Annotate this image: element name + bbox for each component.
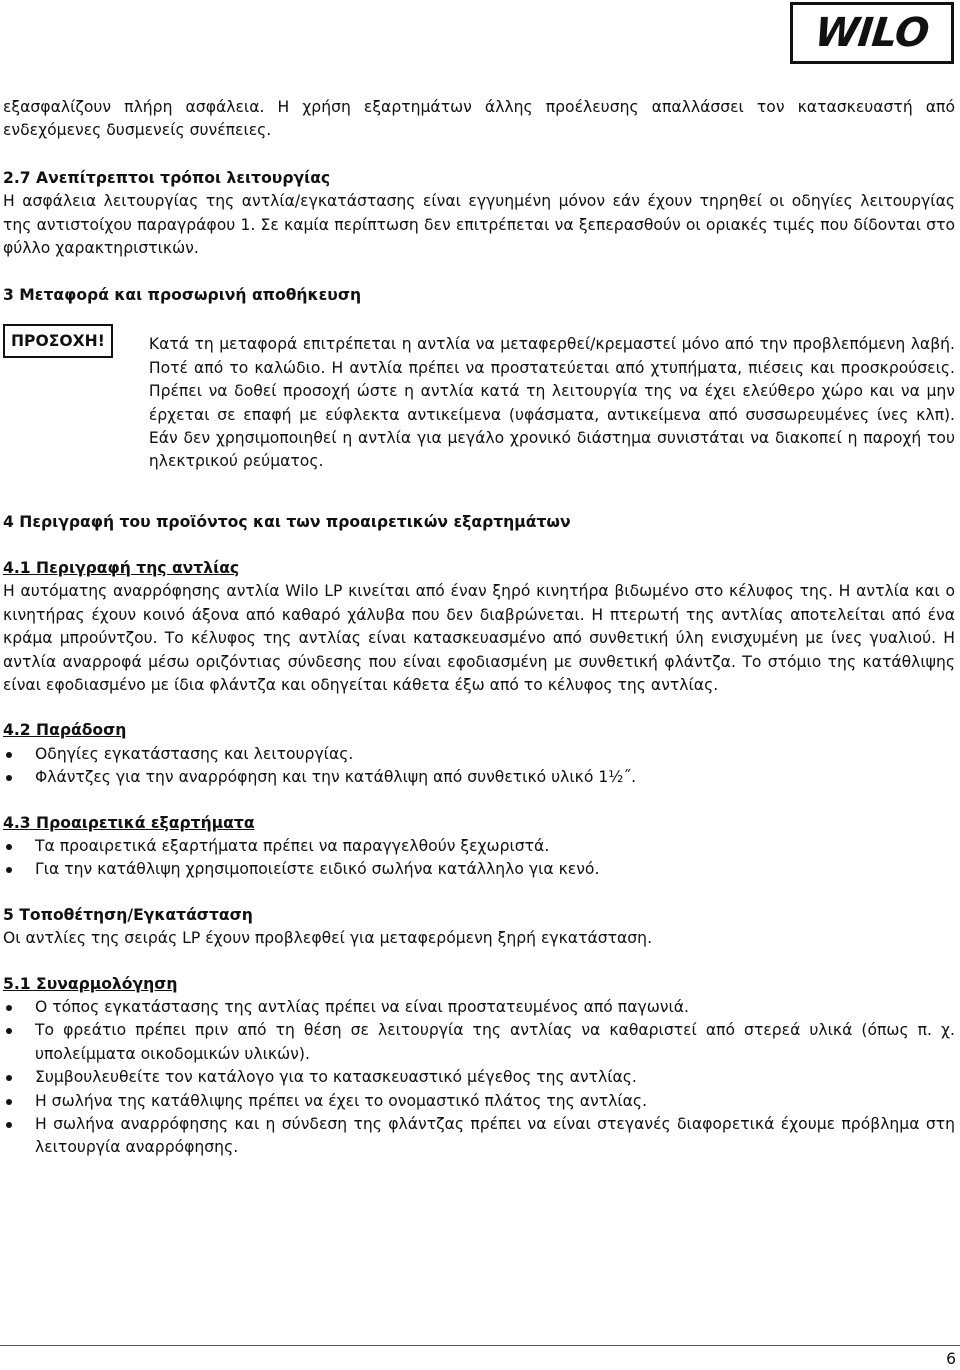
section-5-text: Οι αντλίες της σειράς LP έχουν προβλεφθεί για μεταφερόμενη ξηρή εγκατάσταση. bbox=[3, 929, 653, 948]
list-item: Το φρεάτιο πρέπει πριν από τη θέση σε λειτουργία της αντλίας να καθαριστεί από στερεά υλικά (όπως π. χ. υπολείμματα οικοδομικών υλικών). bbox=[3, 1019, 955, 1066]
list-item: Για την κατάθλιψη χρησιμοποιείστε ειδικό σωλήνα κατάλληλο για κενό. bbox=[3, 858, 955, 881]
assembly-list bbox=[3, 996, 955, 1160]
section-4-1-title: 4.1 Περιγραφή της αντλίας bbox=[3, 558, 240, 577]
delivery-list bbox=[3, 743, 955, 790]
intro-paragraph: εξασφαλίζουν πλήρη ασφάλεια. Η χρήση εξαρτημάτων άλλης προέλευσης απαλλάσσει τον κατασκευαστή από ενδεχόμενες δυσμενείς συνέπειες. bbox=[3, 98, 955, 140]
logo-text: WILO bbox=[813, 10, 931, 56]
page-footer bbox=[0, 1345, 960, 1370]
list-item: Η σωλήνα αναρρόφησης και η σύνδεση της φλάντζας πρέπει να είναι στεγανές διαφορετικά έχουμε πρόβλημα στη λειτουργία αναρρόφησης. bbox=[3, 1113, 955, 1160]
section-5-title: 5 Τοποθέτηση/Εγκατάσταση bbox=[3, 905, 253, 924]
section-4-2-title: 4.2 Παράδοση bbox=[3, 721, 127, 740]
section-4-1-text: Η αυτόματης αναρρόφησης αντλία Wilo LP κινείται από έναν ξηρό κινητήρα βιδωμένο στο κέλυφος της. Η αντλία και ο κινητήρας έχουν κοινό άξονα από καθαρό χάλυβα που δεν διαβρώνεται. Η πτερωτή της αντλίας αποτελείται από ένα κράμα μπρούντζου. Το κέλυφος της αντλίας είναι κατασκευασμένο από συνθετική ύλη ενισχυμένη με ίνες γυαλιού. Η αντλία αναρροφά μέσω οριζόντιας σύνδεσης που είναι εφοδιασμένη με συνθετική φλάντζα. Το στόμιο της κατάθλιψης είναι εφοδιασμένο με ίδια φλάντζα και οδηγείται κάθετα έξω από το κέλυφος της αντλίας. bbox=[3, 582, 955, 694]
section-5-1-title: 5.1 Συναρμολόγηση bbox=[3, 974, 178, 993]
list-item: Ο τόπος εγκατάστασης της αντλίας πρέπει να είναι προστατευμένος από παγωνιά. bbox=[3, 996, 955, 1019]
list-item: Τα προαιρετικά εξαρτήματα πρέπει να παραγγελθούν ξεχωριστά. bbox=[3, 835, 955, 858]
list-item: Η σωλήνα της κατάθλιψης πρέπει να έχει το ονομαστικό πλάτος της αντλίας. bbox=[3, 1090, 955, 1113]
section-2-7-text: Η ασφάλεια λειτουργίας της αντλία/εγκατάστασης είναι εγγυημένη μόνον εάν έχουν τηρηθεί οι οδηγίες λειτουργίας της αντιστοίχου παραγράφου 1. Σε καμία περίπτωση δεν επιτρέπεται να ξεπερασθούν οι οριακές τιμές που δίδονται στο φύλλο χαρακτηριστικών. bbox=[3, 192, 955, 258]
warning-block bbox=[3, 318, 955, 490]
warning-label: ΠΡΟΣΟΧΗ! bbox=[3, 324, 113, 358]
document-body bbox=[3, 96, 955, 1160]
accessories-list bbox=[3, 835, 955, 882]
section-2-7-title: 2.7 Ανεπίτρεπτοι τρόποι λειτουργίας bbox=[3, 168, 331, 187]
list-item: Φλάντζες για την αναρρόφηση και την κατάθλιψη από συνθετικό υλικό 1½˝. bbox=[3, 766, 955, 789]
section-4-title: 4 Περιγραφή του προϊόντος και των προαιρετικών εξαρτημάτων bbox=[3, 513, 571, 532]
list-item: Συμβουλευθείτε τον κατάλογο για το κατασκευαστικό μέγεθος της αντλίας. bbox=[3, 1066, 955, 1089]
section-4-3-title: 4.3 Προαιρετικά εξαρτήματα bbox=[3, 813, 255, 832]
warning-text: Κατά τη μεταφορά επιτρέπεται η αντλία να μεταφερθεί/κρεμαστεί μόνο από την προβλεπόμενη λαβή. Ποτέ από το καλώδιο. Η αντλία πρέπει να προστατεύεται από χτυπήματα, πιέσεις και προσκρούσεις. Πρέπει να δοθεί προσοχή ώστε η αντλία κατά τη λειτουργία της να έχει ελεύθερο χώρο και να μην έρχεται σε επαφή με εύφλεκτα αντικείμενα (υφάσματα, αντικείμενα από συσσωρευμένες ίνες κλπ). Εάν δεν χρησιμοποιηθεί η αντλία για μεγάλο χρονικό διάστημα συνιστάται να διακοπεί η παροχή του ηλεκτρικού ρεύματος. bbox=[148, 335, 955, 471]
list-item: Οδηγίες εγκατάστασης και λειτουργίας. bbox=[3, 743, 955, 766]
section-3-title: 3 Μεταφορά και προσωρινή αποθήκευση bbox=[3, 286, 362, 305]
wilo-logo bbox=[790, 2, 954, 64]
page-number: 6 bbox=[946, 1350, 956, 1368]
